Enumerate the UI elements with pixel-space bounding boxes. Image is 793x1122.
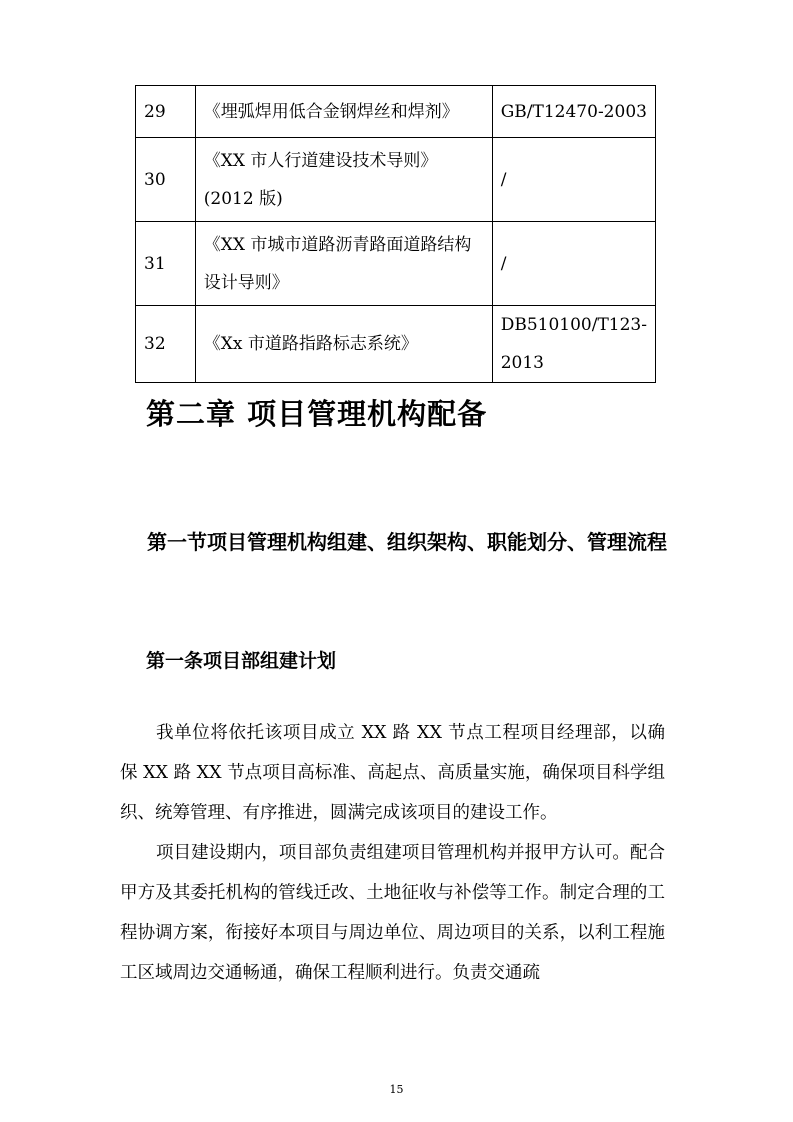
standard-code: GB/T12470-2003 xyxy=(492,86,655,138)
table-row xyxy=(136,222,656,306)
standards-table xyxy=(135,85,656,383)
table-row xyxy=(136,86,656,138)
standard-name: 《Xx 市道路指路标志系统》 xyxy=(195,306,492,383)
standard-name: 《XX 市人行道建设技术导则》(2012 版) xyxy=(195,138,492,222)
chapter-title: 第二章 项目管理机构配备 xyxy=(146,397,488,431)
standard-name: 《埋弧焊用低合金钢焊丝和焊剂》 xyxy=(195,86,492,138)
body-text xyxy=(120,713,665,993)
standard-code: / xyxy=(492,222,655,306)
page-number: 15 xyxy=(389,1083,404,1096)
standard-code: DB510100/T123-2013 xyxy=(492,306,655,383)
standard-code: / xyxy=(492,138,655,222)
table-row xyxy=(136,138,656,222)
row-number: 32 xyxy=(136,306,196,383)
table-row xyxy=(136,306,656,383)
paragraph: 我单位将依托该项目成立 XX 路 XX 节点工程项目经理部，以确保 XX 路 XX 节点项目高标准、高起点、高质量实施，确保项目科学组织、统筹管理、有序推进，圆满完成该项目的建设工作。 xyxy=(120,723,665,823)
article-title: 第一条项目部组建计划 xyxy=(146,650,337,672)
row-number: 30 xyxy=(136,138,196,222)
standard-name: 《XX 市城市道路沥青路面道路结构设计导则》 xyxy=(195,222,492,306)
row-number: 29 xyxy=(136,86,196,138)
row-number: 31 xyxy=(136,222,196,306)
section-title: 第一节项目管理机构组建、组织架构、职能划分、管理流程 xyxy=(147,530,667,554)
paragraph: 项目建设期内，项目部负责组建项目管理机构并报甲方认可。配合甲方及其委托机构的管线迁改、土地征收与补偿等工作。制定合理的工程协调方案，衔接好本项目与周边单位、周边项目的关系，以利工程施工区域周边交通畅通，确保工程顺利进行。负责交通疏 xyxy=(120,843,665,983)
